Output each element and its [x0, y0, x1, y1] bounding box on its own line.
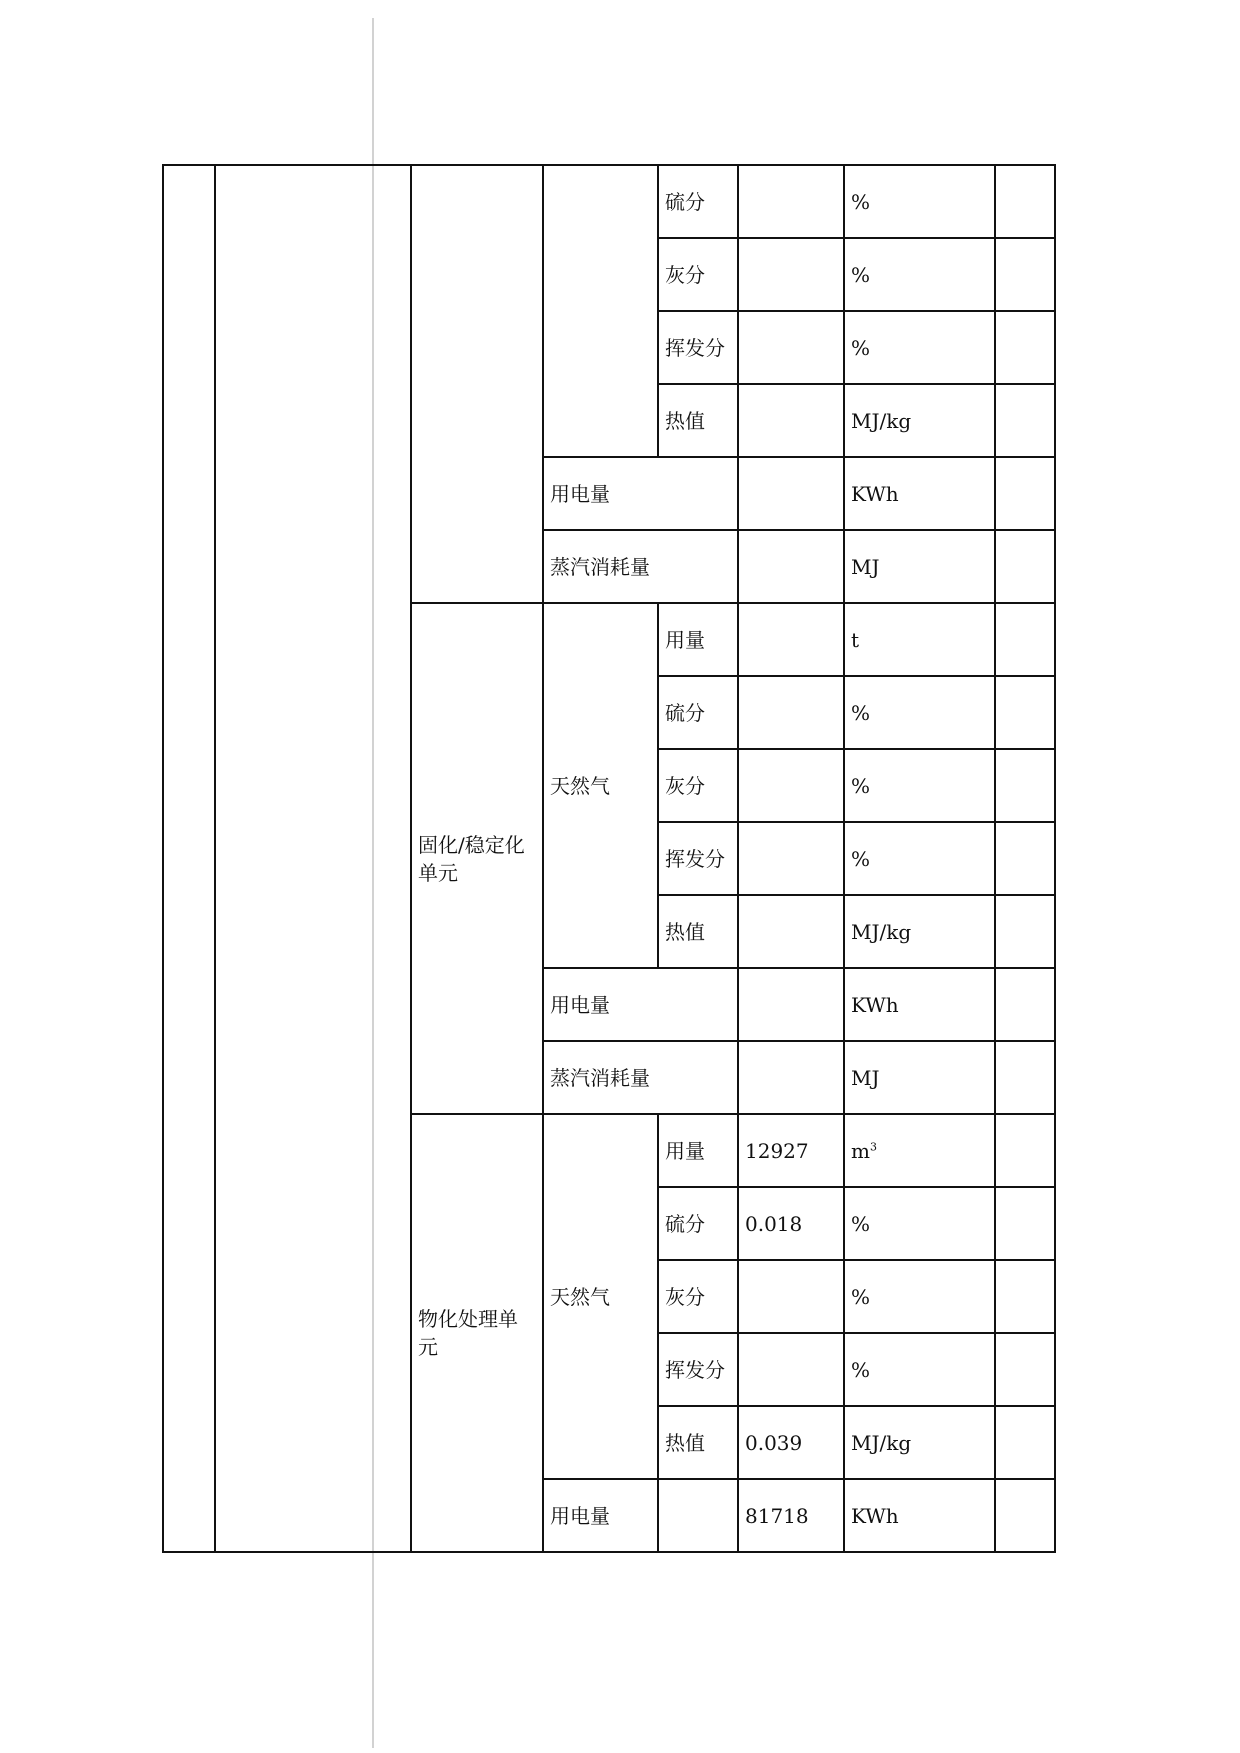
unit-cell: MJ/kg: [844, 384, 995, 457]
note-cell: [995, 1260, 1055, 1333]
unit-cell: %: [844, 238, 995, 311]
unit-cell: %: [844, 749, 995, 822]
value-cell: [738, 822, 844, 895]
param-cell: 硫分: [658, 676, 738, 749]
unit-cell: KWh: [844, 1479, 995, 1552]
note-cell: [995, 895, 1055, 968]
unit-cell: MJ: [844, 1041, 995, 1114]
value-cell: [738, 895, 844, 968]
unit-cell: MJ/kg: [844, 895, 995, 968]
note-cell: [995, 165, 1055, 238]
value-cell: [738, 530, 844, 603]
value-cell: [738, 603, 844, 676]
blank-unit-cell: [411, 165, 543, 603]
fuel-type-cell: 天然气: [543, 603, 658, 968]
note-cell: [995, 1041, 1055, 1114]
unit-cell: %: [844, 676, 995, 749]
param-cell: 挥发分: [658, 311, 738, 384]
fuel-type-cell: 天然气: [543, 1114, 658, 1479]
blank-cell: [658, 1479, 738, 1552]
note-cell: [995, 968, 1055, 1041]
note-cell: [995, 1479, 1055, 1552]
unit-cell: %: [844, 311, 995, 384]
param-cell: 热值: [658, 895, 738, 968]
unit-cell: t: [844, 603, 995, 676]
unit-base: m: [851, 1138, 870, 1163]
value-cell: [738, 165, 844, 238]
item-cell: 蒸汽消耗量: [543, 530, 738, 603]
unit-cell: %: [844, 822, 995, 895]
value-cell: [738, 749, 844, 822]
param-cell: 用量: [658, 603, 738, 676]
param-cell: 灰分: [658, 1260, 738, 1333]
note-cell: [995, 676, 1055, 749]
value-cell: [738, 457, 844, 530]
process-unit-name: 固化/稳定化单元: [411, 603, 543, 1114]
value-cell: [738, 1333, 844, 1406]
value-cell: [738, 238, 844, 311]
note-cell: [995, 603, 1055, 676]
param-cell: 用量: [658, 1114, 738, 1187]
note-cell: [995, 238, 1055, 311]
note-cell: [995, 530, 1055, 603]
unit-exponent: 3: [869, 1139, 877, 1153]
note-cell: [995, 822, 1055, 895]
blank-category-cell: [215, 165, 411, 1552]
note-cell: [995, 749, 1055, 822]
unit-cell: MJ: [844, 530, 995, 603]
param-cell: 挥发分: [658, 822, 738, 895]
process-unit-name: 物化处理单元: [411, 1114, 543, 1552]
unit-cell: KWh: [844, 968, 995, 1041]
value-cell: 12927: [738, 1114, 844, 1187]
blank-index-cell: [163, 165, 215, 1552]
value-cell: [738, 311, 844, 384]
value-cell: 0.039: [738, 1406, 844, 1479]
value-cell: [738, 968, 844, 1041]
param-cell: 灰分: [658, 749, 738, 822]
unit-cell: [844, 1114, 995, 1187]
unit-cell: %: [844, 1260, 995, 1333]
value-cell: [738, 384, 844, 457]
item-cell: 蒸汽消耗量: [543, 1041, 738, 1114]
note-cell: [995, 457, 1055, 530]
note-cell: [995, 1114, 1055, 1187]
unit-cell: KWh: [844, 457, 995, 530]
item-cell: 用电量: [543, 968, 738, 1041]
param-cell: 热值: [658, 384, 738, 457]
item-cell: 用电量: [543, 457, 738, 530]
value-cell: [738, 676, 844, 749]
note-cell: [995, 1333, 1055, 1406]
item-cell: 用电量: [543, 1479, 658, 1552]
value-cell: 81718: [738, 1479, 844, 1552]
value-cell: 0.018: [738, 1187, 844, 1260]
value-cell: [738, 1041, 844, 1114]
table-row: [163, 165, 1055, 238]
note-cell: [995, 1406, 1055, 1479]
param-cell: 硫分: [658, 165, 738, 238]
param-cell: 挥发分: [658, 1333, 738, 1406]
unit-cell: %: [844, 1333, 995, 1406]
unit-cell: %: [844, 1187, 995, 1260]
value-cell: [738, 1260, 844, 1333]
param-cell: 硫分: [658, 1187, 738, 1260]
param-cell: 热值: [658, 1406, 738, 1479]
note-cell: [995, 384, 1055, 457]
param-cell: 灰分: [658, 238, 738, 311]
energy-consumption-table: [162, 164, 1056, 1553]
unit-cell: %: [844, 165, 995, 238]
note-cell: [995, 1187, 1055, 1260]
note-cell: [995, 311, 1055, 384]
unit-cell: MJ/kg: [844, 1406, 995, 1479]
blank-fuel-cell: [543, 165, 658, 457]
